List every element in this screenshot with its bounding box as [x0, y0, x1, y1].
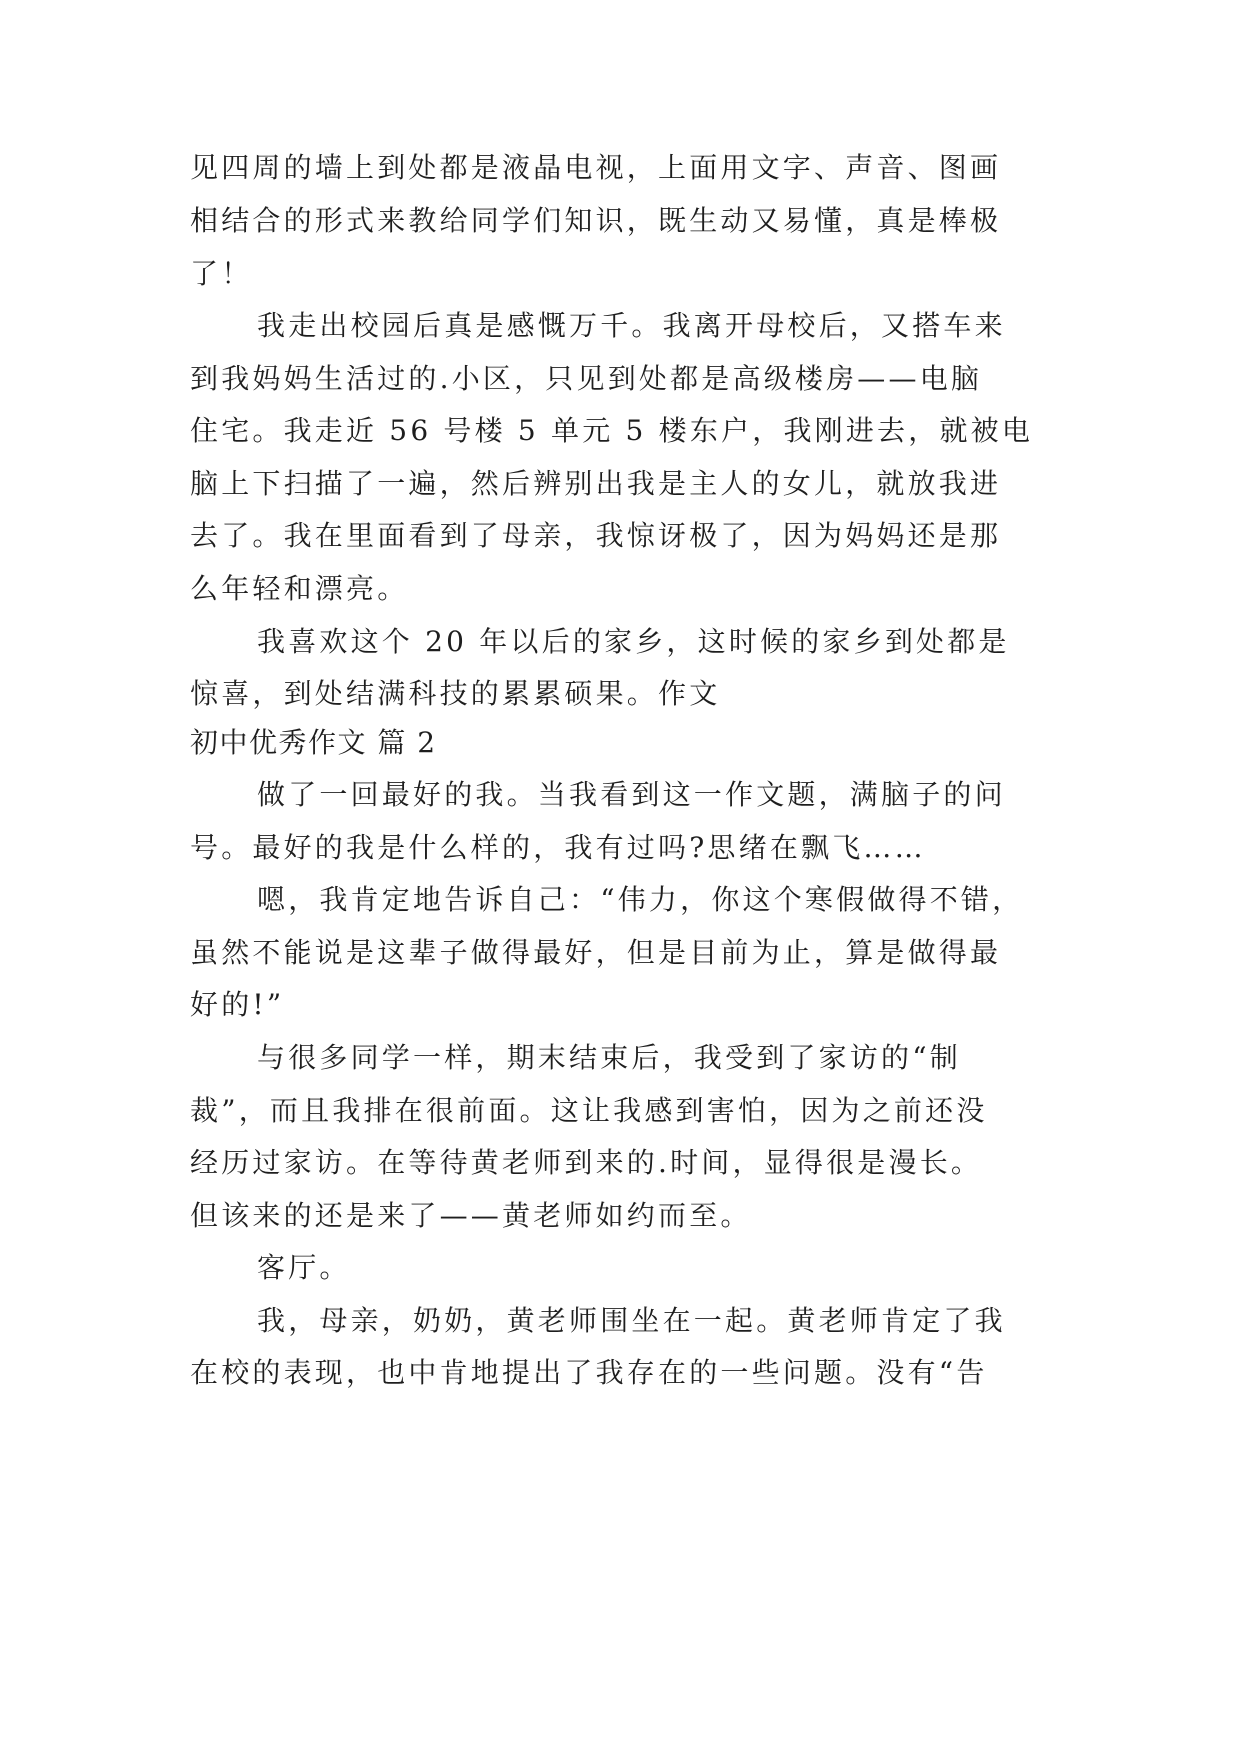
text-line: 号。最好的我是什么样的，我有过吗?思绪在飘飞……: [190, 831, 926, 864]
paragraph-first-line: 嗯，我肯定地告诉自己：“伟力，你这个寒假做得不错，: [257, 883, 1024, 916]
paragraph-first-line: 我喜欢这个 20 年以后的家乡，这时候的家乡到处都是: [257, 625, 1010, 658]
text-line: 在校的表现，也中肯地提出了我存在的一些问题。没有“告: [190, 1356, 988, 1389]
text-line: 但该来的还是来了——黄老师如约而至。: [190, 1199, 752, 1232]
text-line: 裁”，而且我排在很前面。这让我感到害怕，因为之前还没: [190, 1094, 988, 1127]
paragraph-first-line: 做了一回最好的我。当我看到这一作文题，满脑子的问: [257, 778, 1006, 811]
text-line: 经历过家访。在等待黄老师到来的.时间，显得很是漫长。: [190, 1146, 983, 1179]
text-line: 相结合的形式来教给同学们知识，既生动又易懂，真是棒极: [190, 204, 1002, 237]
text-line: 见四周的墙上到处都是液晶电视，上面用文字、声音、图画: [190, 151, 1002, 184]
text-line: 么年轻和漂亮。: [190, 572, 409, 605]
paragraph-first-line: 我走出校园后真是感慨万千。我离开母校后，又搭车来: [257, 309, 1006, 342]
text-line: 好的!”: [190, 988, 285, 1021]
paragraph-first-line: 与很多同学一样，期末结束后，我受到了家访的“制: [257, 1041, 961, 1074]
text-line: 虽然不能说是这辈子做得最好，但是目前为止，算是做得最: [190, 936, 1002, 969]
text-line: 了！: [190, 257, 253, 290]
paragraph-first-line: 客厅。: [257, 1251, 351, 1284]
text-line: 住宅。我走近 56 号楼 5 单元 5 楼东户，我刚进去，就被电: [190, 414, 1034, 447]
text-line: 惊喜，到处结满科技的累累硕果。作文: [190, 677, 721, 710]
text-line: 脑上下扫描了一遍，然后辨别出我是主人的女儿，就放我进: [190, 467, 1002, 500]
section-heading: 初中优秀作文 篇 2: [190, 726, 437, 759]
text-line: 去了。我在里面看到了母亲，我惊讶极了，因为妈妈还是那: [190, 519, 1002, 552]
paragraph-first-line: 我，母亲，奶奶，黄老师围坐在一起。黄老师肯定了我: [257, 1304, 1006, 1337]
text-line: 到我妈妈生活过的.小区，只见到处都是高级楼房——电脑: [190, 362, 983, 395]
